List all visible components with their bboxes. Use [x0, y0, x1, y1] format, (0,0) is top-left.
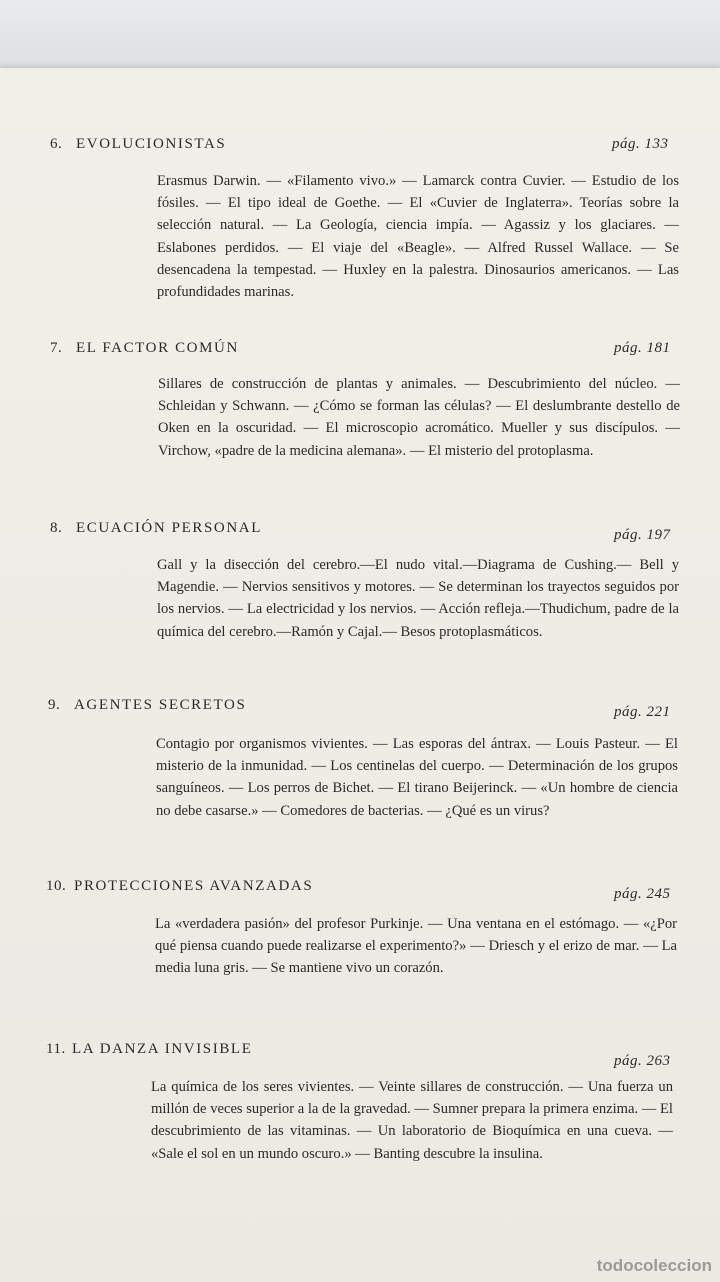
chapter-number: 9.	[48, 697, 61, 713]
chapter-page: pág. 221	[614, 704, 671, 720]
background-surface	[0, 0, 720, 72]
watermark-logo: todocoleccion	[596, 1256, 712, 1275]
toc-entry-header	[0, 1041, 720, 1069]
chapter-title: PROTECCIONES AVANZADAS	[74, 878, 314, 894]
chapter-summary: Erasmus Darwin. — «Filamento vivo.» — Lamarck contra Cuvier. — Estudio de los fósiles. — El tipo ideal de Goethe. — El «Cuvier de Inglaterra». Teorías sobre la selección natural. — La Geología, ciencia impía. — Agassiz y los glaciares. — Eslabones perdidos. — El viaje del «Beagle». — Alfred Russel Wallace. — Se desencadena la tempestad. — Huxley en la palestra. Dinosaurios americanos. — Las profundidades marinas.	[157, 173, 679, 301]
toc-entry-header	[0, 340, 720, 368]
chapter-number: 10.	[46, 878, 67, 894]
toc-entry-header	[0, 520, 720, 548]
toc-entry	[0, 136, 720, 301]
chapter-title: EVOLUCIONISTAS	[76, 136, 227, 152]
chapter-page: pág. 181	[614, 340, 671, 356]
chapter-number: 7.	[50, 340, 63, 356]
chapter-page: pág. 197	[614, 527, 671, 543]
chapter-number: 6.	[50, 136, 63, 152]
toc-entry	[0, 697, 720, 819]
chapter-page: pág. 263	[614, 1053, 671, 1069]
toc-entry-header	[0, 878, 720, 906]
toc-entry	[0, 878, 720, 977]
toc-entry	[0, 520, 720, 640]
chapter-summary: La química de los seres vivientes. — Veinte sillares de construcción. — Una fuerza un millón de veces superior a la de la gravedad. — Sumner prepara la primera enzima. — El descubrimiento de las vitaminas. — Un laboratorio de Bioquímica en una cueva. — «Sale el sol en un mundo oscuro.» — Banting descubre la insulina.	[151, 1079, 673, 1162]
chapter-title: EL FACTOR COMÚN	[76, 340, 239, 356]
chapter-page: pág. 133	[612, 136, 669, 152]
book-page	[0, 68, 720, 1282]
chapter-title: LA DANZA INVISIBLE	[72, 1041, 253, 1057]
toc-entry	[0, 1041, 720, 1162]
chapter-summary: Gall y la disección del cerebro.—El nudo vital.—Diagrama de Cushing.— Bell y Magendie. — Nervios sensitivos y motores. — Se determinan los trayectos seguidos por los nervios. — La electricidad y los nervios. — Acción refleja.—Thudichum, padre de la química del cerebro.—Ramón y Cajal.— Besos protoplasmáticos.	[157, 557, 679, 640]
chapter-title: AGENTES SECRETOS	[74, 697, 247, 713]
toc-entry	[0, 340, 720, 459]
chapter-summary: La «verdadera pasión» del profesor Purkinje. — Una ventana en el estómago. — «¿Por qué piensa cuando puede realizarse el experimento?» — Driesch y el erizo de mar. — La media luna gris. — Se mantiene vivo un corazón.	[155, 916, 677, 977]
chapter-title: ECUACIÓN PERSONAL	[76, 520, 262, 536]
toc-entry-header	[0, 136, 720, 164]
chapter-number: 11.	[46, 1041, 66, 1057]
toc-entry-header	[0, 697, 720, 725]
chapter-number: 8.	[50, 520, 63, 536]
chapter-summary: Sillares de construcción de plantas y animales. — Descubrimiento del núcleo. — Schleidan y Schwann. — ¿Cómo se forman las células? — El deslumbrante destello de Oken en la oscuridad. — El microscopio acromático. Mueller y sus discípulos. — Virchow, «padre de la medicina alemana». — El misterio del protoplasma.	[158, 376, 680, 459]
chapter-summary: Contagio por organismos vivientes. — Las esporas del ántrax. — Louis Pasteur. — El misterio de la inmunidad. — Los centinelas del cuerpo. — Determinación de los grupos sanguíneos. — Los perros de Bichet. — El tirano Beijerinck. — «Un hombre de ciencia no debe casarse.» — Comedores de bacterias. — ¿Qué es un virus?	[156, 736, 678, 819]
chapter-page: pág. 245	[614, 886, 671, 902]
